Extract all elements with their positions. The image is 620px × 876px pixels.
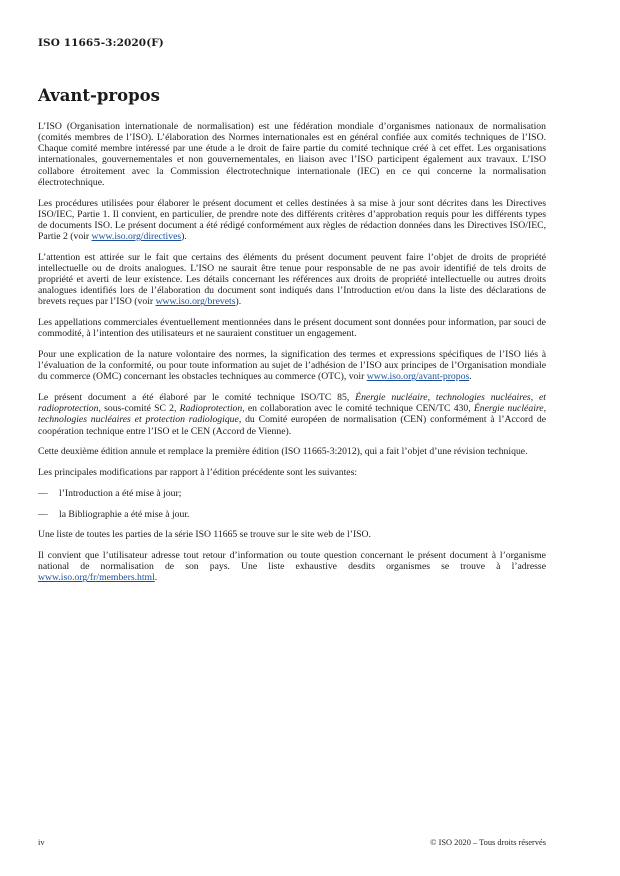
dash-bullet: — xyxy=(38,508,48,520)
paragraph-patents: L’attention est attirée sur le fait que certains des éléments du présent document peuvent faire l’objet de droits de propriété intellectuelle ou de droits analogues. L’ISO ne saurait être tenue pour responsable de ne pas avoir identifié de tels droits de propriété et averti de leur existence. Les détails concernant les références aux droits de propriété intellectuelle ou autres droits analogues identifiés lors de l’élaboration du document sont indiqués dans l’Introduction et/ou dans la liste des déclarations de brevets reçues par l’ISO (voir www.iso.org/brevets). xyxy=(38,251,546,308)
page-footer xyxy=(38,838,546,847)
paragraph-edition: Cette deuxième édition annule et remplace la première édition (ISO 11665-3:2012), qui a fait l’objet d’une révision technique. xyxy=(38,446,528,458)
patents-link[interactable]: www.iso.org/brevets xyxy=(155,296,236,308)
paragraph-changes-intro: Les principales modifications par rapport à l’édition précédente sont les suivantes: xyxy=(38,467,358,479)
paragraph-series: Une liste de toutes les parties de la série ISO 11665 se trouve sur le site web de l’ISO. xyxy=(38,529,371,541)
list-item-text: l’Introduction a été mise à jour; xyxy=(59,487,182,499)
paragraph-feedback: Il convient que l’utilisateur adresse tout retour d’information ou toute question concernant le présent document à l’organisme national de normalisation de son pays. Une liste exhaustive desdits organismes se trouve à l’adresse www.iso.org/fr/members.html. xyxy=(38,550,546,584)
copyright-notice: © ISO 2020 – Tous droits réservés xyxy=(430,838,546,847)
paragraph-voluntary-nature: Pour une explication de la nature volontaire des normes, la signification des termes et expressions spécifiques de l’ISO liés à l’évaluation de la conformité, ou pour toute information au sujet de l’adhésion de l’ISO aux principes de l’Organisation mondiale du commerce (OMC) concernant les obstacles techniques au commerce (OTC), voir www.iso.org/avant-propos. xyxy=(38,349,546,383)
list-item xyxy=(38,509,546,520)
paragraph-committee: Le présent document a été élaboré par le comité technique ISO/TC 85, Énergie nucléaire, technologies nucléaires, et radioprotection, sous-comité SC 2, Radioprotection, en collaboration avec le comité technique CEN/TC 430, Énergie nucléaire, technologies nucléaires et protection radiologique, du Comité européen de normalisation (CEN) conformément à l’Accord de coopération technique entre l’ISO et le CEN (Accord de Vienne). xyxy=(38,392,547,437)
foreword-body xyxy=(38,121,546,593)
list-item xyxy=(38,488,546,499)
directives-link[interactable]: www.iso.org/directives xyxy=(91,231,182,242)
paragraph-iso-intro: L’ISO (Organisation internationale de normalisation) est une fédération mondiale d’organismes nationaux de normalisation (comités membres de l’ISO). L’élaboration des Normes internationales est en général confiée aux comités techniques de l’ISO. Chaque comité membre intéressé par une étude a le droit de faire partie du comité technique créé à cet effet. Les organisations internationales, gouvernementales et non gouvernementales, en liaison avec l’ISO participent également aux travaux. L’ISO collabore étroitement avec la Commission électrotechnique internationale (IEC) en ce qui concerne la normalisation électrotechnique. xyxy=(38,121,546,188)
foreword-link[interactable]: www.iso.org/avant-propos xyxy=(366,371,470,383)
page-number: iv xyxy=(38,838,45,847)
members-link[interactable]: www.iso.org/fr/members.html xyxy=(38,572,155,584)
document-id: ISO 11665-3:2020(F) xyxy=(38,37,164,49)
list-item-text: la Bibliographie a été mise à jour. xyxy=(59,508,190,520)
paragraph-procedures: Les procédures utilisées pour élaborer le présent document et celles destinées à sa mise à jour sont décrites dans les Directives ISO/IEC, Partie 1. Il convient, en particulier, de prendre note des différents critères d’approbation requis pour les différents types de documents ISO. Le présent document a été rédigé conformément aux règles de rédaction données dans les Directives ISO/IEC, Partie 2 (voir www.iso.org/directives). xyxy=(38,197,546,242)
page-title: Avant-propos xyxy=(38,86,160,105)
dash-bullet: — xyxy=(38,487,48,499)
paragraph-trade-names: Les appellations commerciales éventuellement mentionnées dans le présent document sont données pour information, par souci de commodité, à l’intention des utilisateurs et ne sauraient constituer un engagement. xyxy=(38,317,546,340)
